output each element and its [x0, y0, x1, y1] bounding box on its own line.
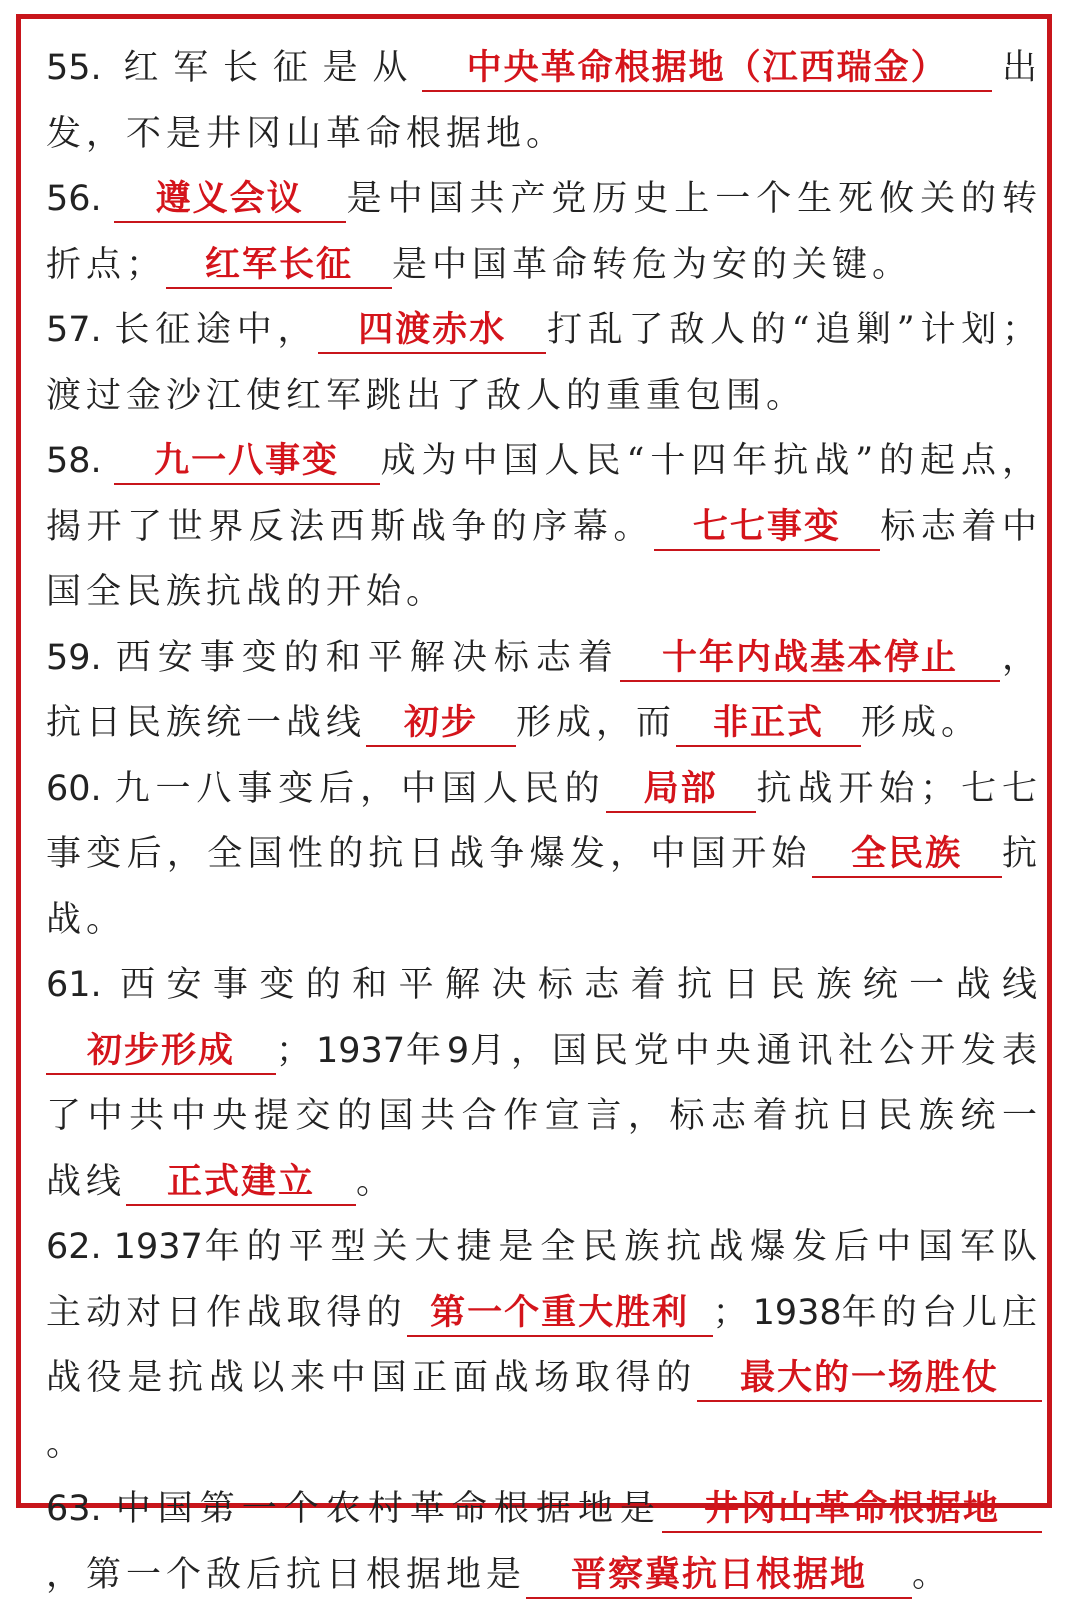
- question-text: 。: [912, 1554, 953, 1595]
- answer-blank: 晋察冀抗日根据地: [526, 1553, 912, 1599]
- answer-blank: 正式建立: [126, 1160, 356, 1206]
- question-number: 60.: [46, 768, 102, 809]
- question-56: [46, 167, 1042, 298]
- question-text: 抗战开始；七七事变后，全国性的抗日战争爆发，中国开始: [46, 768, 1042, 874]
- question-text: 九一八事变后，中国人民的: [113, 768, 606, 809]
- answer-blank: 初步形成: [46, 1029, 276, 1075]
- month: 9: [446, 1030, 470, 1071]
- answer-blank: 四渡赤水: [318, 308, 546, 354]
- question-text: 红军长征是从: [113, 48, 423, 88]
- question-text: 标志着中国全民族抗战的开始。: [46, 506, 1042, 612]
- question-number: 55.: [46, 48, 102, 88]
- question-text: ，抗日民族统一战线: [46, 637, 1042, 743]
- question-text: 是中国革命转危为安的关键。: [392, 244, 913, 285]
- year: 1937: [316, 1030, 406, 1071]
- answer-blank: 最大的一场胜仗: [697, 1356, 1042, 1402]
- answer-blank: 中央革命根据地（江西瑞金）: [422, 46, 992, 92]
- question-text: 年: [405, 1030, 447, 1071]
- question-list: [46, 36, 1042, 1608]
- question-60: [46, 757, 1042, 954]
- question-number: 59.: [46, 637, 102, 678]
- question-number: 56.: [46, 179, 102, 219]
- question-text: 。: [46, 1423, 87, 1464]
- question-text: ；: [712, 1292, 753, 1333]
- answer-blank: 遵义会议: [114, 177, 346, 223]
- question-text: ；: [276, 1030, 317, 1071]
- question-number: 61.: [46, 965, 102, 1005]
- question-text: 年的台儿庄战役是抗战以来中国正面战场取得的: [46, 1292, 1042, 1398]
- question-number: 57.: [46, 310, 102, 350]
- question-text: 西安事变的和平解决标志着抗日民族统一战线: [113, 965, 1042, 1005]
- question-text: 出发，不是井冈山革命根据地。: [46, 48, 1042, 154]
- question-text: 形成，而: [516, 703, 677, 743]
- question-text: 中国第一个农村革命根据地是: [113, 1489, 662, 1529]
- question-63: [46, 1477, 1042, 1608]
- question-number: 58.: [46, 441, 102, 481]
- answer-blank: 全民族: [812, 832, 1002, 878]
- question-text: 打乱了敌人的“追剿”计划；渡过金沙江使红军跳出了敌人的重重包围。: [46, 310, 1042, 416]
- answer-blank: 九一八事变: [114, 439, 380, 485]
- question-text: 年的平型关大捷是全民族抗战爆发后中国军队主动对日作战取得的: [46, 1227, 1042, 1333]
- answer-blank: 十年内战基本停止: [620, 636, 1000, 682]
- answer-blank: 非正式: [676, 701, 861, 747]
- question-number: 63.: [46, 1489, 102, 1529]
- answer-blank: 红军长征: [166, 243, 392, 289]
- question-57: [46, 298, 1042, 429]
- question-text: 月，国民党中央通讯社公开发表了中共中央提交的国共合作宣言，标志着抗日民族统一战线: [46, 1030, 1042, 1202]
- answer-blank: 第一个重大胜利: [407, 1291, 713, 1337]
- question-text: 是中国共产党历史上一个生死攸关的转折点；: [46, 179, 1042, 285]
- question-text: ，第一个敌后抗日根据地是: [46, 1554, 527, 1595]
- question-text: 。: [356, 1161, 397, 1202]
- question-58: [46, 429, 1042, 626]
- question-text: 长征途中，: [113, 310, 319, 350]
- answer-blank: 七七事变: [654, 505, 880, 551]
- answer-blank: 局部: [606, 767, 756, 813]
- question-62: [46, 1215, 1042, 1477]
- question-text: 西安事变的和平解决标志着: [113, 637, 620, 678]
- question-61: [46, 953, 1042, 1215]
- question-text: 成为中国人民“十四年抗战”的起点，揭开了世界反法西斯战争的序幕。: [46, 441, 1042, 547]
- question-text: 抗战。: [46, 834, 1042, 940]
- answer-blank: 井冈山革命根据地: [662, 1487, 1042, 1533]
- question-55: [46, 36, 1042, 167]
- year: 1937: [113, 1227, 203, 1267]
- year: 1938: [752, 1292, 842, 1333]
- answer-blank: 初步: [366, 701, 516, 747]
- question-number: 62.: [46, 1227, 102, 1267]
- question-text: 形成。: [861, 703, 982, 743]
- question-59: [46, 626, 1042, 757]
